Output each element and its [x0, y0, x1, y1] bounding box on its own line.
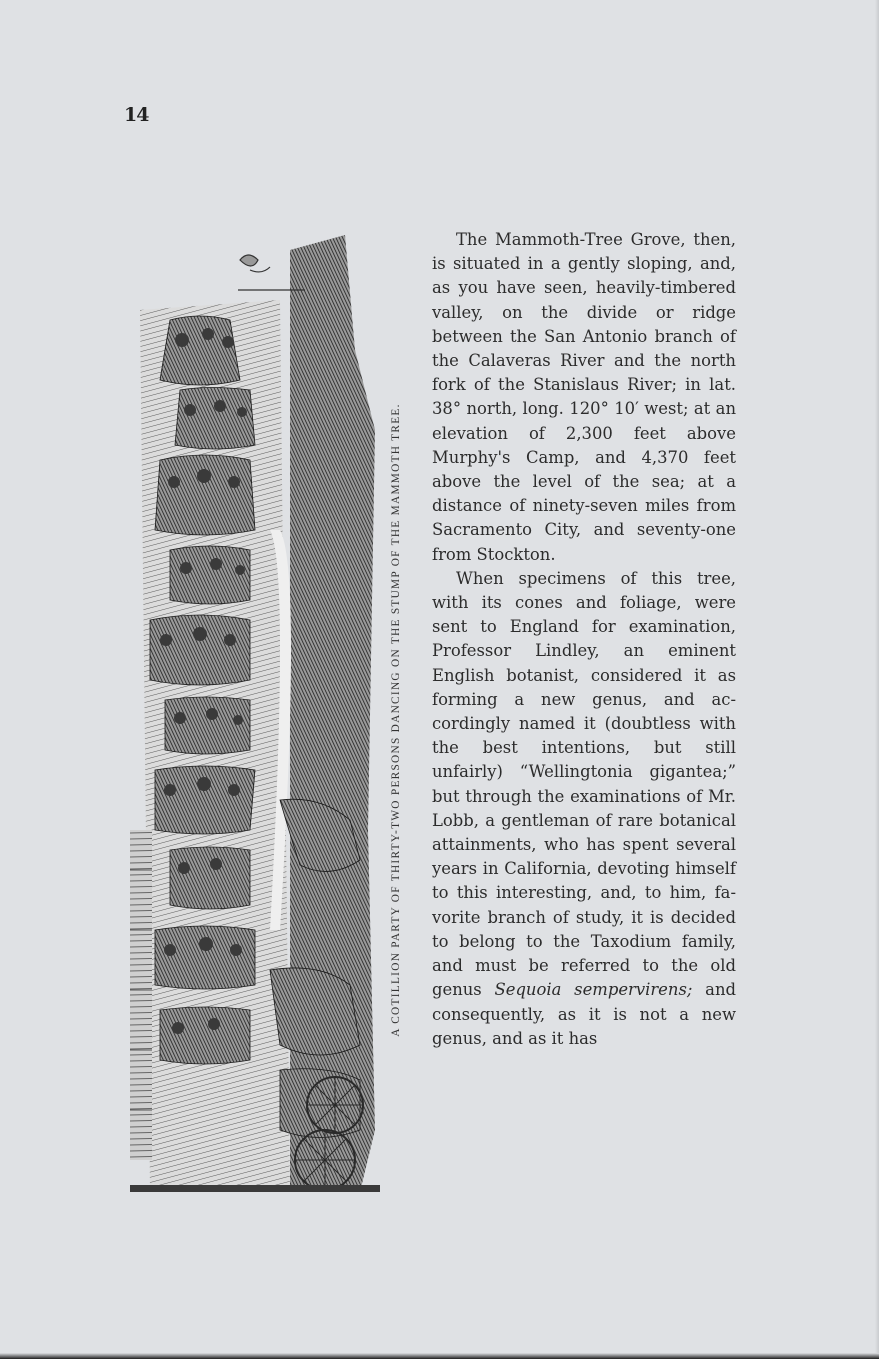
page-edge-shadow — [875, 0, 879, 1359]
page-number: 14 — [124, 104, 149, 126]
paragraph-2-start: When specimens of this tree, with its cones and foliage, were sent to England for examination, Professor Lindley, an eminent English botanist, considered it as forming a new genus, and accordingly named it (doubtless with the best intentions, but still unfairly) “Wellingtonia gigantea;” but through the examinations of Mr. Lobb, a gentleman of rare botanical attainments, who has spent several years in California, devoting himself to this interesting, and, to him, favorite branch of study, it is decided to belong to the Taxodium family, and must be referred to the old genus — [432, 568, 736, 1000]
paragraph-2 — [432, 567, 736, 1051]
paragraph-1: The Mammoth-Tree Grove, then, is situated in a gently sloping, and, as you have seen, heavily-timbered valley, on the divide or ridge between the San Antonio branch of the Calaveras River and the north fork of the Stanislaus River; in lat. 38° north, long. 120° 10′ west; at an elevation of 2,300 feet above Murphy's Camp, and 4,370 feet above the level of the sea; at a distance of ninety-seven miles from Sacramento City, and seventy-one from Stockton. — [432, 230, 736, 564]
page-bottom-shadow — [0, 1353, 879, 1359]
paragraph-2-end: and consequently, as it is not a new genus, and as it has — [432, 980, 737, 1048]
paragraph-2-italic: Sequoia sempervirens; — [494, 980, 693, 1000]
body-text — [432, 228, 736, 1051]
illustration-caption: A COTILLION PARTY OF THIRTY-TWO PERSONS DANCING ON THE STUMP OF THE MAMMOTH TREE. — [390, 403, 402, 1037]
cotillion-engraving — [130, 230, 380, 1192]
